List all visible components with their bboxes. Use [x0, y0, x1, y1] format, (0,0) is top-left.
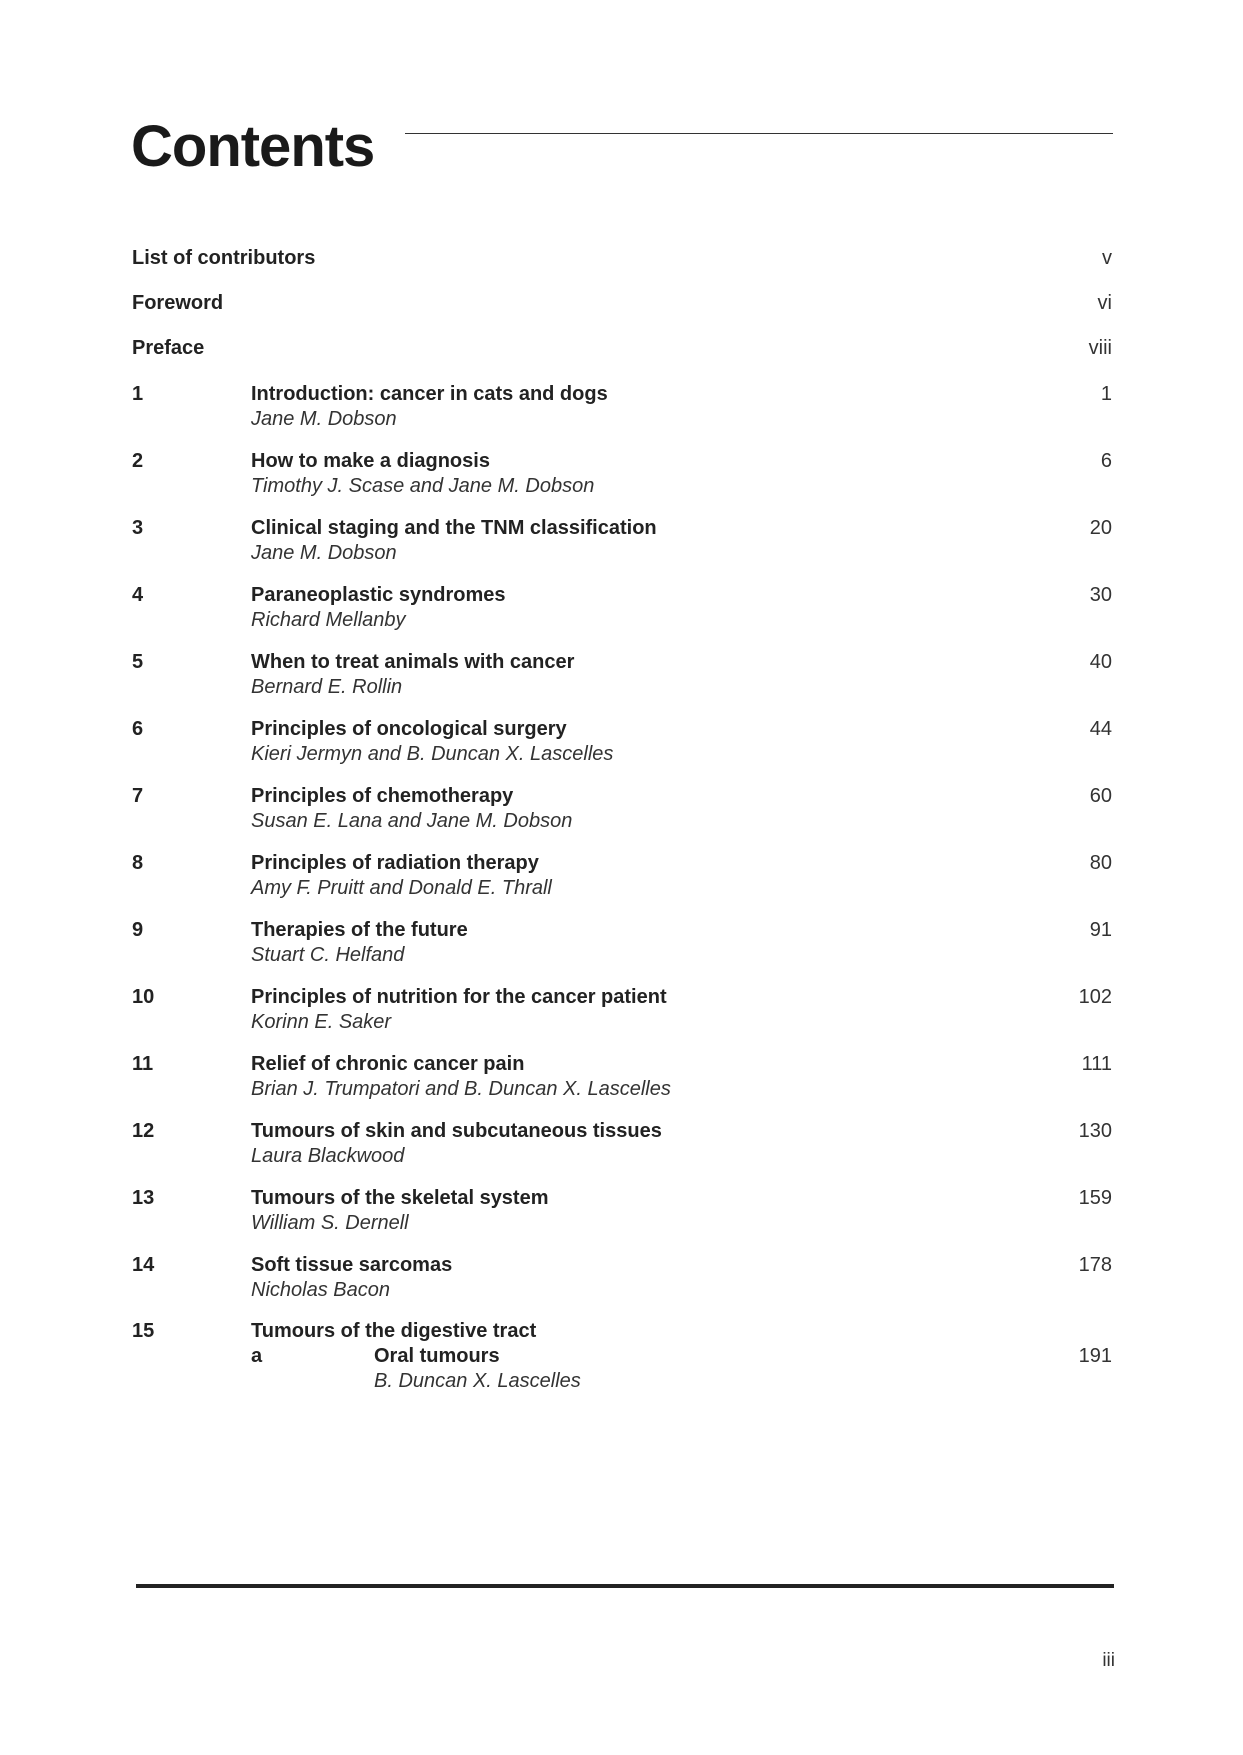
chapter-entry-6 [132, 717, 1112, 777]
chapter-number: 4 [132, 584, 144, 606]
chapter-page-number: 1 [1100, 383, 1112, 405]
chapter-title: Introduction: cancer in cats and dogs [251, 383, 608, 405]
chapter-page-number: 40 [1089, 651, 1112, 673]
front-matter-page-number: v [1102, 247, 1112, 269]
chapter-author: Richard Mellanby [251, 609, 406, 631]
chapter-author: Jane M. Dobson [251, 542, 397, 564]
chapter-title: Tumours of the skeletal system [251, 1187, 549, 1209]
front-matter-label: List of contributors [132, 247, 316, 269]
chapter-author: Kieri Jermyn and B. Duncan X. Lascelles [251, 743, 614, 765]
chapter-page-number: 6 [1100, 450, 1112, 472]
chapter-entry-9 [132, 918, 1112, 978]
chapter-entry-4 [132, 583, 1112, 643]
chapter-title: How to make a diagnosis [251, 450, 490, 472]
chapter-number: 2 [132, 450, 144, 472]
chapter-number: 14 [132, 1254, 155, 1276]
chapter-author: Nicholas Bacon [251, 1279, 390, 1301]
chapter-author: Susan E. Lana and Jane M. Dobson [251, 810, 573, 832]
chapter-number: 11 [132, 1053, 154, 1075]
front-matter-label: Foreword [132, 292, 224, 314]
chapter-entry-8 [132, 851, 1112, 911]
chapter-number: 15 [132, 1320, 155, 1342]
chapter-number: 8 [132, 852, 144, 874]
chapter-author: Korinn E. Saker [251, 1011, 392, 1033]
chapter-page-number: 130 [1078, 1120, 1112, 1142]
chapter-number: 12 [132, 1120, 155, 1142]
chapter-title: Paraneoplastic syndromes [251, 584, 506, 606]
chapter-page-number: 91 [1089, 919, 1112, 941]
chapter-entry-1 [132, 382, 1112, 442]
chapter-title: When to treat animals with cancer [251, 651, 575, 673]
bottom-rule [136, 1584, 1114, 1588]
chapter-title: Principles of oncological surgery [251, 718, 567, 740]
chapter-entry-13 [132, 1186, 1112, 1246]
chapter-entry-12 [132, 1119, 1112, 1179]
chapter-number: 5 [132, 651, 144, 673]
chapter-page-number: 178 [1078, 1254, 1112, 1276]
chapter-entry-3 [132, 516, 1112, 576]
chapter-title: Principles of nutrition for the cancer patient [251, 986, 667, 1008]
front-matter-page-number: vi [1097, 292, 1112, 314]
chapter-author: Amy F. Pruitt and Donald E. Thrall [251, 877, 552, 899]
chapter-number: 9 [132, 919, 144, 941]
chapter-entry-14 [132, 1253, 1112, 1313]
chapter-number: 7 [132, 785, 144, 807]
chapter-author: William S. Dernell [251, 1212, 409, 1234]
chapter-page-number: 80 [1089, 852, 1112, 874]
chapter-number: 3 [132, 517, 144, 539]
chapter-title: Clinical staging and the TNM classification [251, 517, 657, 539]
chapter-entry-11 [132, 1052, 1112, 1112]
chapter-title: Tumours of skin and subcutaneous tissues [251, 1120, 662, 1142]
chapter-number: 10 [132, 986, 155, 1008]
chapter-page-number: 159 [1078, 1187, 1112, 1209]
chapter-number: 1 [132, 383, 144, 405]
chapter-page-number: 60 [1089, 785, 1112, 807]
chapter-number: 13 [132, 1187, 155, 1209]
title-rule [405, 133, 1113, 134]
subsection-title: Oral tumours [374, 1345, 500, 1367]
chapter-title: Principles of radiation therapy [251, 852, 539, 874]
subsection-letter: a [251, 1345, 263, 1367]
chapter-entry-15 [132, 1319, 1112, 1392]
chapter-entry-2 [132, 449, 1112, 509]
chapter-page-number: 111 [1081, 1053, 1112, 1075]
chapter-author: Bernard E. Rollin [251, 676, 403, 698]
chapter-author: Jane M. Dobson [251, 408, 397, 430]
page-folio: iii [1102, 1650, 1115, 1671]
chapter-title: Therapies of the future [251, 919, 468, 941]
chapter-entry-10 [132, 985, 1112, 1045]
chapter-title: Soft tissue sarcomas [251, 1254, 453, 1276]
front-matter-page-number: viii [1088, 337, 1112, 359]
chapter-author: Laura Blackwood [251, 1145, 405, 1167]
subsection-author: B. Duncan X. Lascelles [374, 1370, 581, 1392]
subsection-page-number: 191 [1078, 1345, 1112, 1367]
chapter-author: Stuart C. Helfand [251, 944, 405, 966]
chapter-title: Principles of chemotherapy [251, 785, 514, 807]
chapter-title: Relief of chronic cancer pain [251, 1053, 525, 1075]
chapter-page-number: 20 [1089, 517, 1112, 539]
chapter-page-number: 102 [1078, 986, 1112, 1008]
chapter-title: Tumours of the digestive tract [251, 1320, 537, 1342]
front-matter-label: Preface [132, 337, 205, 359]
page-title: Contents [131, 114, 375, 179]
chapter-page-number: 44 [1089, 718, 1112, 740]
chapter-entry-7 [132, 784, 1112, 844]
chapter-author: Timothy J. Scase and Jane M. Dobson [251, 475, 595, 497]
chapter-page-number: 30 [1089, 584, 1112, 606]
chapter-author: Brian J. Trumpatori and B. Duncan X. Lascelles [251, 1078, 671, 1100]
chapter-entry-5 [132, 650, 1112, 710]
chapter-number: 6 [132, 718, 144, 740]
